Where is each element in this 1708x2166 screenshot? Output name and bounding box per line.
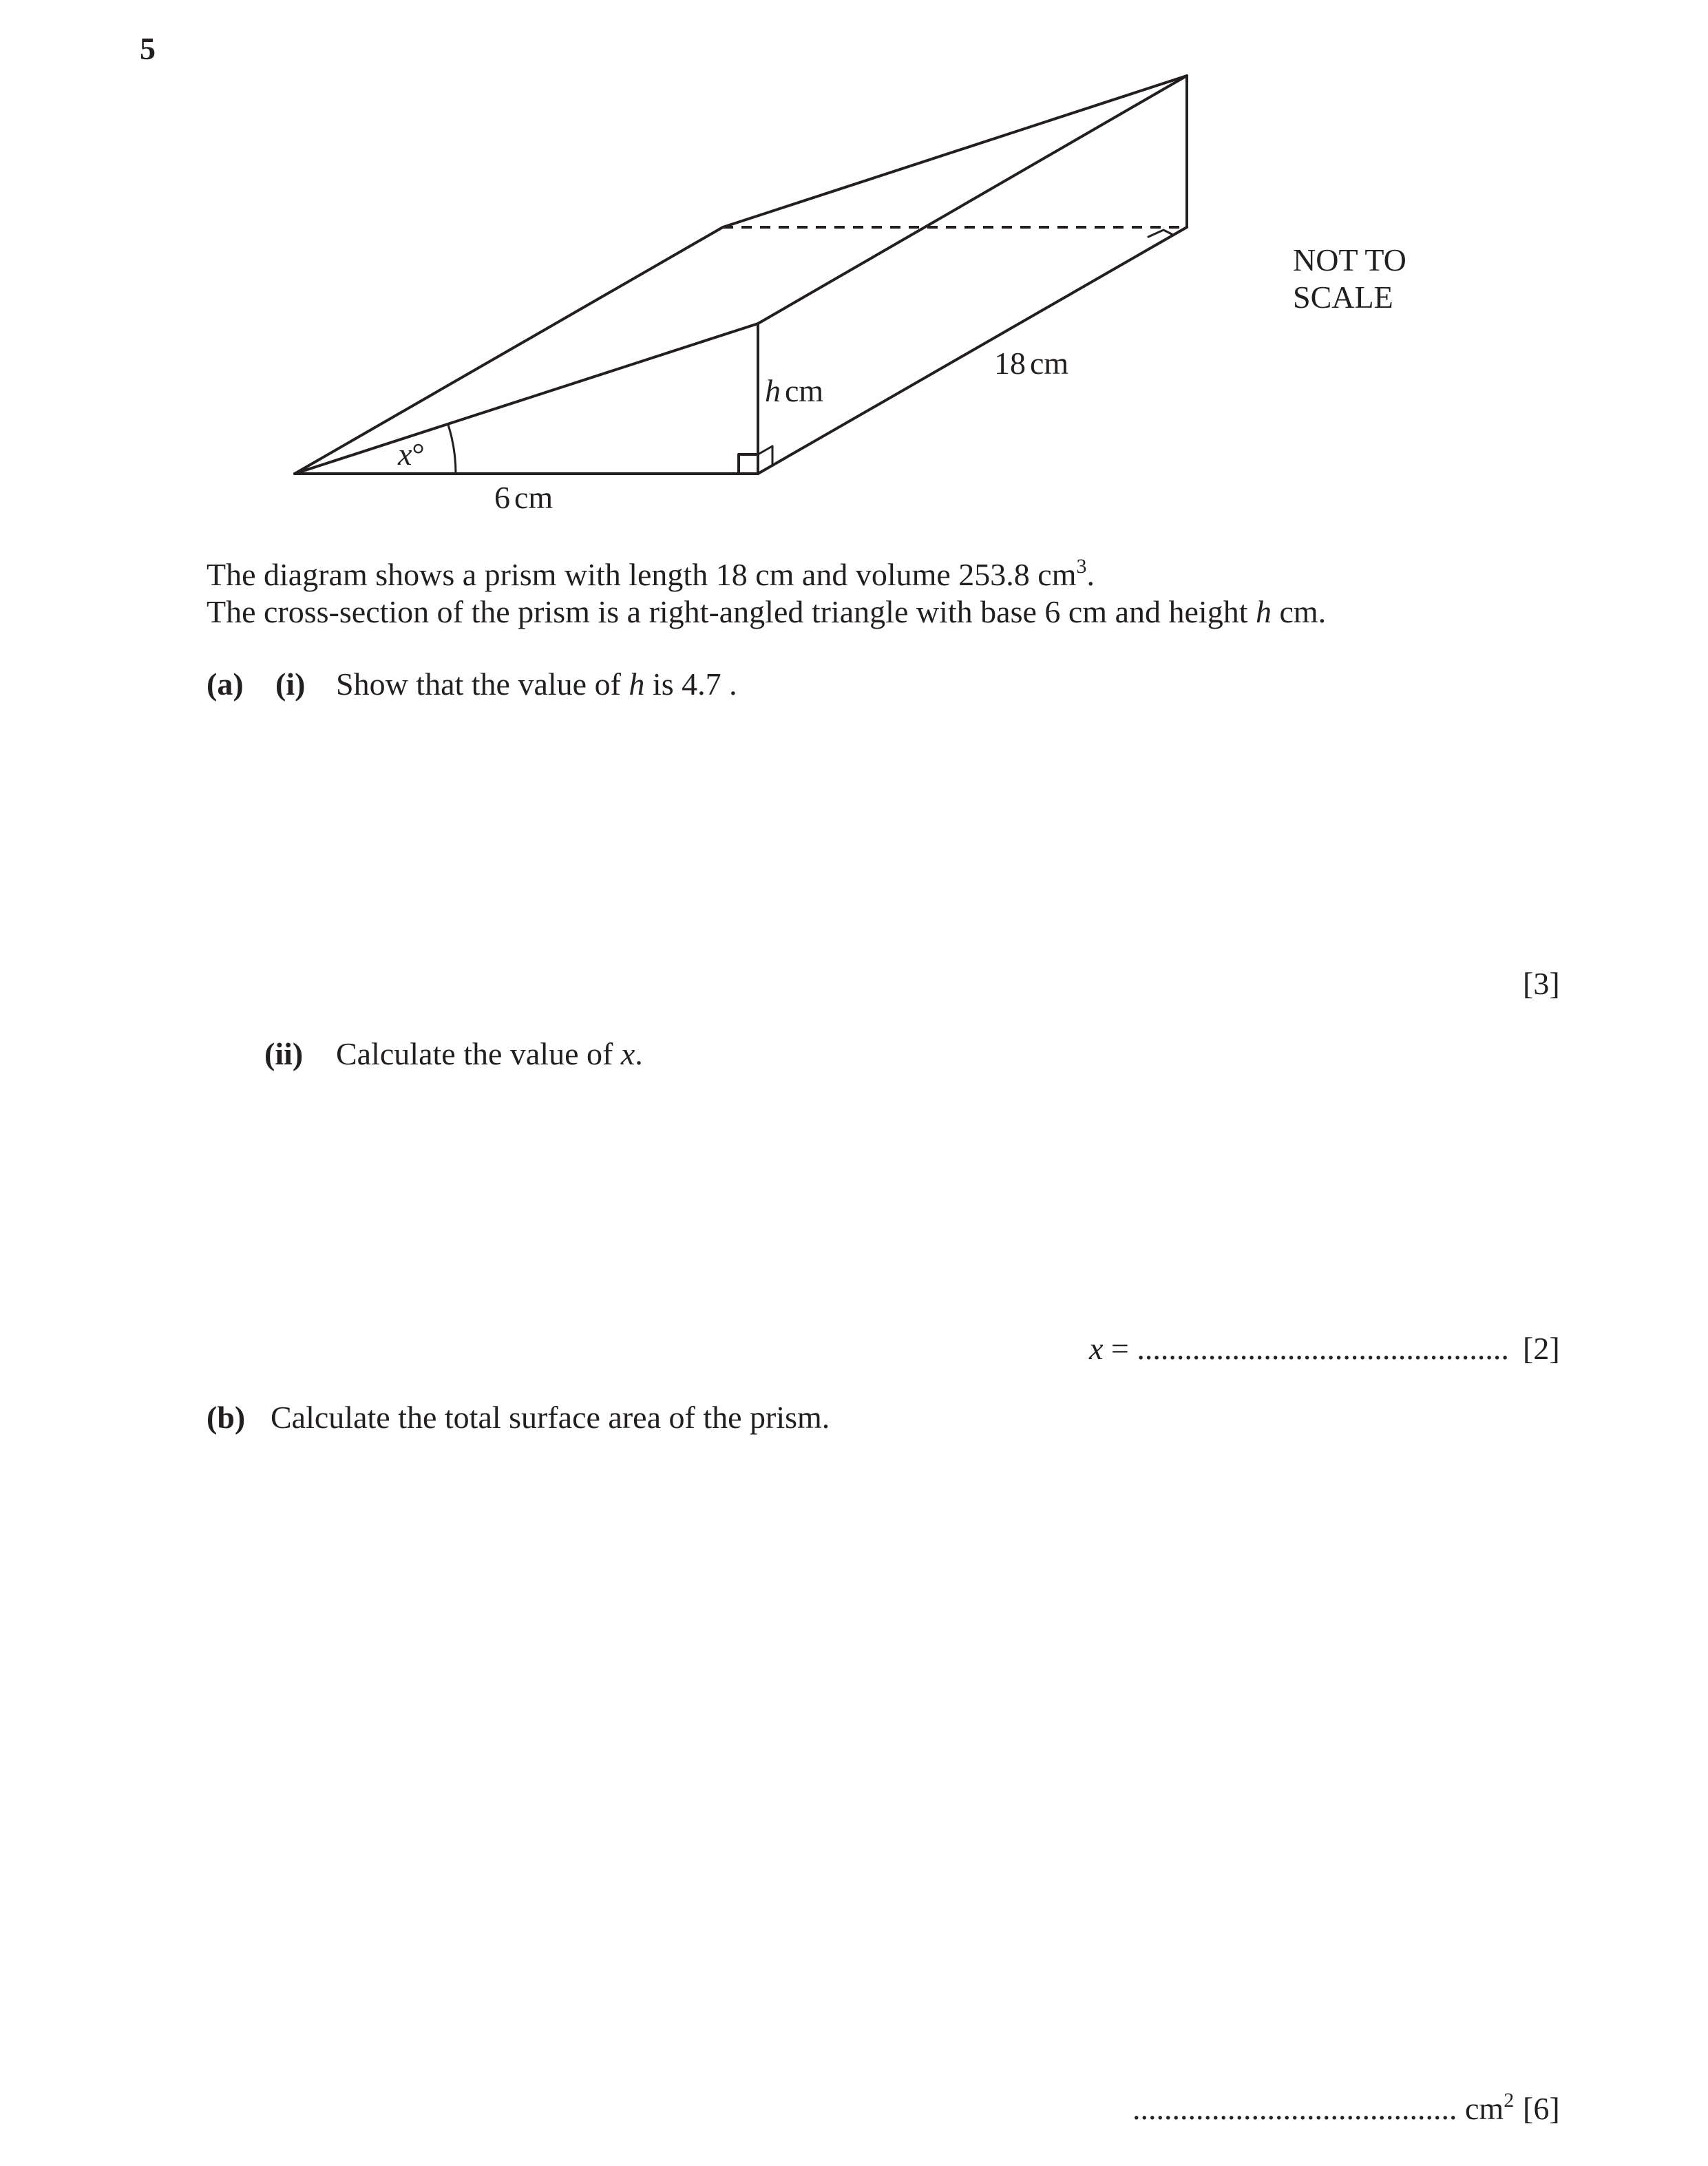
- angle-label: x°: [398, 437, 425, 472]
- part-b-question: Calculate the total surface area of the prism.: [271, 1400, 830, 1435]
- height-label: h cm: [765, 373, 824, 408]
- part-a-ii-answer-line: x = ...............................................: [1089, 1331, 1509, 1366]
- part-a-label: (a): [207, 666, 244, 702]
- part-a-i-marks: [3]: [1523, 966, 1560, 1001]
- angle-arc: [448, 425, 456, 474]
- part-a-i-question: Show that the value of h is 4.7 .: [336, 666, 737, 702]
- surface-area-answer-field[interactable]: .........................................: [1132, 2091, 1457, 2126]
- prism-diagram: [0, 0, 1708, 537]
- not-to-scale-line1: NOT TO: [1293, 242, 1406, 277]
- part-b-label: (b): [207, 1400, 246, 1435]
- part-a-ii-marks: [2]: [1523, 1331, 1560, 1366]
- left-bottom-edge: [295, 227, 723, 474]
- right-bottom-edge: [758, 227, 1187, 474]
- intro-line-2: The cross-section of the prism is a right-angled triangle with base 6 cm and height h cm.: [207, 594, 1327, 629]
- part-a-i-label: (i): [275, 666, 306, 702]
- back-hypotenuse-edge: [723, 76, 1187, 227]
- top-edge: [758, 76, 1187, 324]
- part-a-ii-question: Calculate the value of x.: [336, 1036, 643, 1071]
- right-angle-mark-back: [1148, 230, 1172, 237]
- not-to-scale-line2: SCALE: [1293, 280, 1393, 315]
- length-label: 18 cm: [994, 346, 1069, 381]
- part-b-answer-line: ......................................... $cm^2$: [1132, 2089, 1515, 2126]
- base-label: 6 cm: [494, 480, 553, 515]
- x-answer-field[interactable]: ...............................................: [1137, 1331, 1509, 1366]
- front-hypotenuse-edge: [295, 324, 758, 474]
- intro-line-1: The diagram shows a prism with length 18 cm and volume 253.8 $cm^3$.: [207, 555, 1095, 592]
- right-angle-mark-side: [758, 446, 772, 464]
- part-a-ii-label: (ii): [264, 1036, 304, 1071]
- question-number: 5: [140, 31, 156, 66]
- part-b-marks: [6]: [1523, 2091, 1560, 2126]
- right-angle-mark-front: [739, 454, 758, 474]
